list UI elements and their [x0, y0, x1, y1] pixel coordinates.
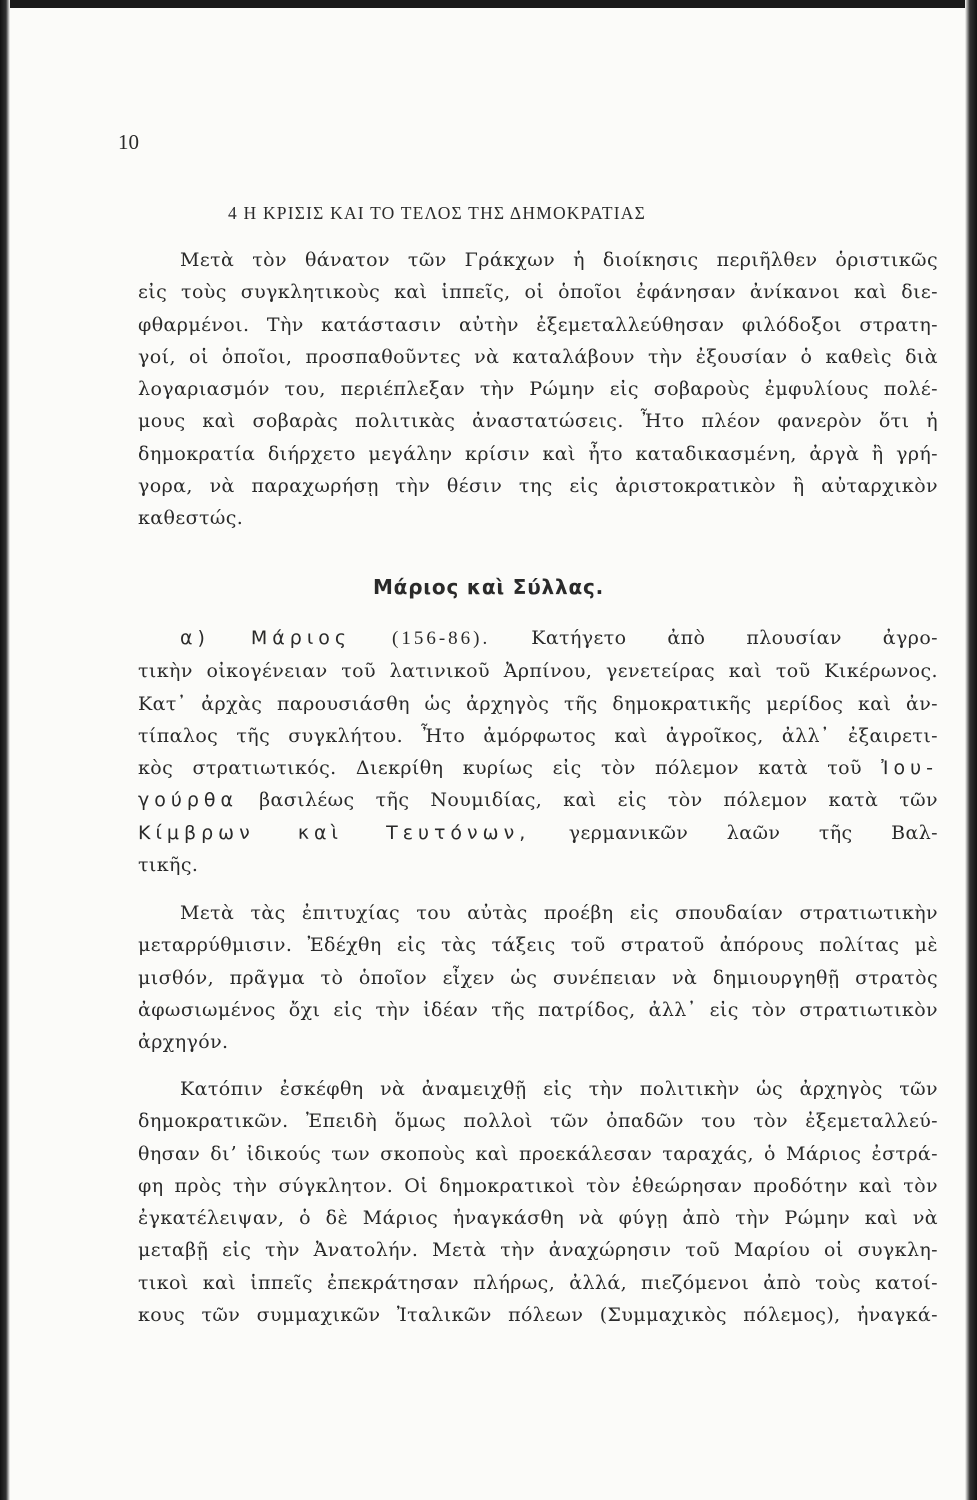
- text-line: Μετὰ τὸν θάνατον τῶν Γράκχων ἡ διοίκησις περιῆλθεν ὁριστικῶς: [180, 249, 938, 271]
- paragraph-marius: [138, 622, 938, 881]
- text-line: μεταρρύθμισιν. Ἐδέχθη εἰς τὰς τάξεις τοῦ στρατοῦ ἀπόρους πολίτας μὲ: [138, 934, 938, 957]
- text-line: κους τῶν συμμαχικῶν Ἰταλικῶν πόλεων (Συμμαχικὸς πόλεμος), ἠναγκά-: [138, 1304, 938, 1327]
- text-line: μεταβῇ εἰς τὴν Ἀνατολήν. Μετὰ τὴν ἀναχώρησιν τοῦ Μαρίου οἱ συγκλη-: [138, 1239, 938, 1262]
- text-line: [138, 622, 938, 655]
- text-line: καθεστώς.: [138, 507, 244, 530]
- text-span: βασιλέως τῆς Νουμιδίας, καὶ εἰς τὸν πόλεμον κατὰ τῶν: [259, 789, 938, 812]
- scan-border-left: [0, 0, 10, 1500]
- text-line: ἀφωσιωμένος ὄχι εἰς τὴν ἰδέαν τῆς πατρίδος, ἀλλ᾿ εἰς τὸν στρατιωτικὸν: [138, 998, 938, 1021]
- text-line: [138, 817, 938, 849]
- paragraph-intro: [138, 244, 938, 535]
- text-span: κὸς στρατιωτικός. Διεκρίθη κυρίως εἰς τὸν πόλεμον κατὰ τοῦ: [138, 757, 862, 780]
- text-line: Κατόπιν ἐσκέφθη νὰ ἀναμειχθῇ εἰς τὴν πολιτικὴν ὡς ἀρχηγὸς τῶν: [180, 1078, 938, 1100]
- text-line: μους καὶ σοβαρὰς πολιτικὰς ἀναστατώσεις. Ἦτο πλέον φανερὸν ὅτι ἡ: [138, 410, 938, 433]
- text-line: τικοὶ καὶ ἱππεῖς ἐπεκράτησαν πλήρως, ἀλλά, πιεζόμενοι ἀπὸ τοὺς κατοί-: [138, 1271, 938, 1294]
- text-line: δημοκρατικῶν. Ἐπειδὴ ὅμως πολλοὶ τῶν ὀπαδῶν του τὸν ἐξεμεταλλεύ-: [138, 1110, 938, 1133]
- text-line: θησαν διʼ ἰδικούς των σκοποὺς καὶ προεκάλεσαν ταραχάς, ὁ Μάριος ἐστρά-: [138, 1142, 938, 1165]
- text-line: εἰς τοὺς συγκλητικοὺς καὶ ἱππεῖς, οἱ ὁποῖοι ἐφάνησαν ἀνίκανοι καὶ διε-: [138, 281, 938, 304]
- emphasis-cimbri: Κίμβρων καὶ Τευτόνων,: [138, 821, 531, 844]
- text-line: [138, 752, 938, 784]
- scan-border-right: [965, 0, 977, 1500]
- text-line: τικῆς.: [138, 854, 199, 877]
- emphasis-jugurtha: Ἰου-: [881, 757, 938, 780]
- paragraph-reform: [138, 897, 938, 1058]
- person-name: Μάριος: [250, 627, 352, 649]
- scan-border-top: [0, 0, 977, 8]
- text-line: [138, 784, 938, 816]
- life-dates: (156-86).: [392, 628, 491, 649]
- text-line: γοί, οἱ ὁποῖοι, προσπαθοῦντες νὰ καταλάβουν τὴν ἐξουσίαν ὁ καθεὶς διὰ: [138, 345, 938, 368]
- emphasis-jugurtha: γούρθα: [138, 789, 239, 812]
- text-span: Κατήγετο ἀπὸ πλουσίαν ἀγρο-: [531, 627, 938, 649]
- text-line: λογαριασμόν του, περιέπλεξαν τὴν Ρώμην εἰς σοβαροὺς ἐμφυλίους πολέ-: [138, 378, 938, 401]
- text-line: φθαρμένοι. Τὴν κατάστασιν αὐτὴν ἐξεμεταλλεύθησαν φιλόδοξοι στρατη-: [138, 313, 938, 336]
- item-label: α): [180, 627, 210, 649]
- paragraph-politics: [138, 1073, 938, 1331]
- text-line: φη πρὸς τὴν σύγκλητον. Οἱ δημοκρατικοὶ τὸν ἐθεώρησαν προδότην καὶ τὸν: [138, 1174, 938, 1197]
- text-line: γορα, νὰ παραχωρήσῃ τὴν θέσιν της εἰς ἀριστοκρατικὸν ἢ αὐταρχικὸν: [138, 475, 938, 498]
- text-line: δημοκρατία διήρχετο μεγάλην κρίσιν καὶ ἦτο καταδικασμένη, ἀργὰ ἢ γρή-: [138, 442, 938, 465]
- text-line: τίπαλος τῆς συγκλήτου. Ἦτο ἀμόρφωτος καὶ ἀγροῖκος, ἀλλ᾿ ἐξαιρετι-: [138, 724, 938, 747]
- text-line: τικὴν οἰκογένειαν τοῦ λατινικοῦ Ἀρπίνου, γενετείρας καὶ τοῦ Κικέρωνος.: [138, 660, 938, 683]
- text-line: Μετὰ τὰς ἐπιτυχίας του αὐτὰς προέβη εἰς σπουδαίαν στρατιωτικὴν: [180, 902, 938, 924]
- text-line: Κατ᾿ ἀρχὰς παρουσιάσθη ὡς ἀρχηγὸς τῆς δημοκρατικῆς μερίδος καὶ ἀν-: [138, 692, 938, 715]
- text-span: γερμανικῶν λαῶν τῆς Βαλ-: [568, 821, 938, 844]
- text-line: μισθόν, πρᾶγμα τὸ ὁποῖον εἶχεν ὡς συνέπειαν νὰ δημιουργηθῇ στρατὸς: [138, 966, 938, 989]
- section-heading: Μάριος καὶ Σύλλας.: [372, 575, 605, 599]
- page-number: 10: [118, 130, 139, 154]
- chapter-title: 4 Η ΚΡΙΣΙΣ ΚΑΙ ΤΟ ΤΕΛΟΣ ΤΗΣ ΔΗΜΟΚΡΑΤΙΑΣ: [228, 203, 647, 223]
- text-line: ἐγκατέλειψαν, ὁ δὲ Μάριος ἠναγκάσθη νὰ φύγῃ ἀπὸ τὴν Ρώμην καὶ νὰ: [138, 1207, 938, 1230]
- text-line: ἀρχηγόν.: [138, 1031, 229, 1054]
